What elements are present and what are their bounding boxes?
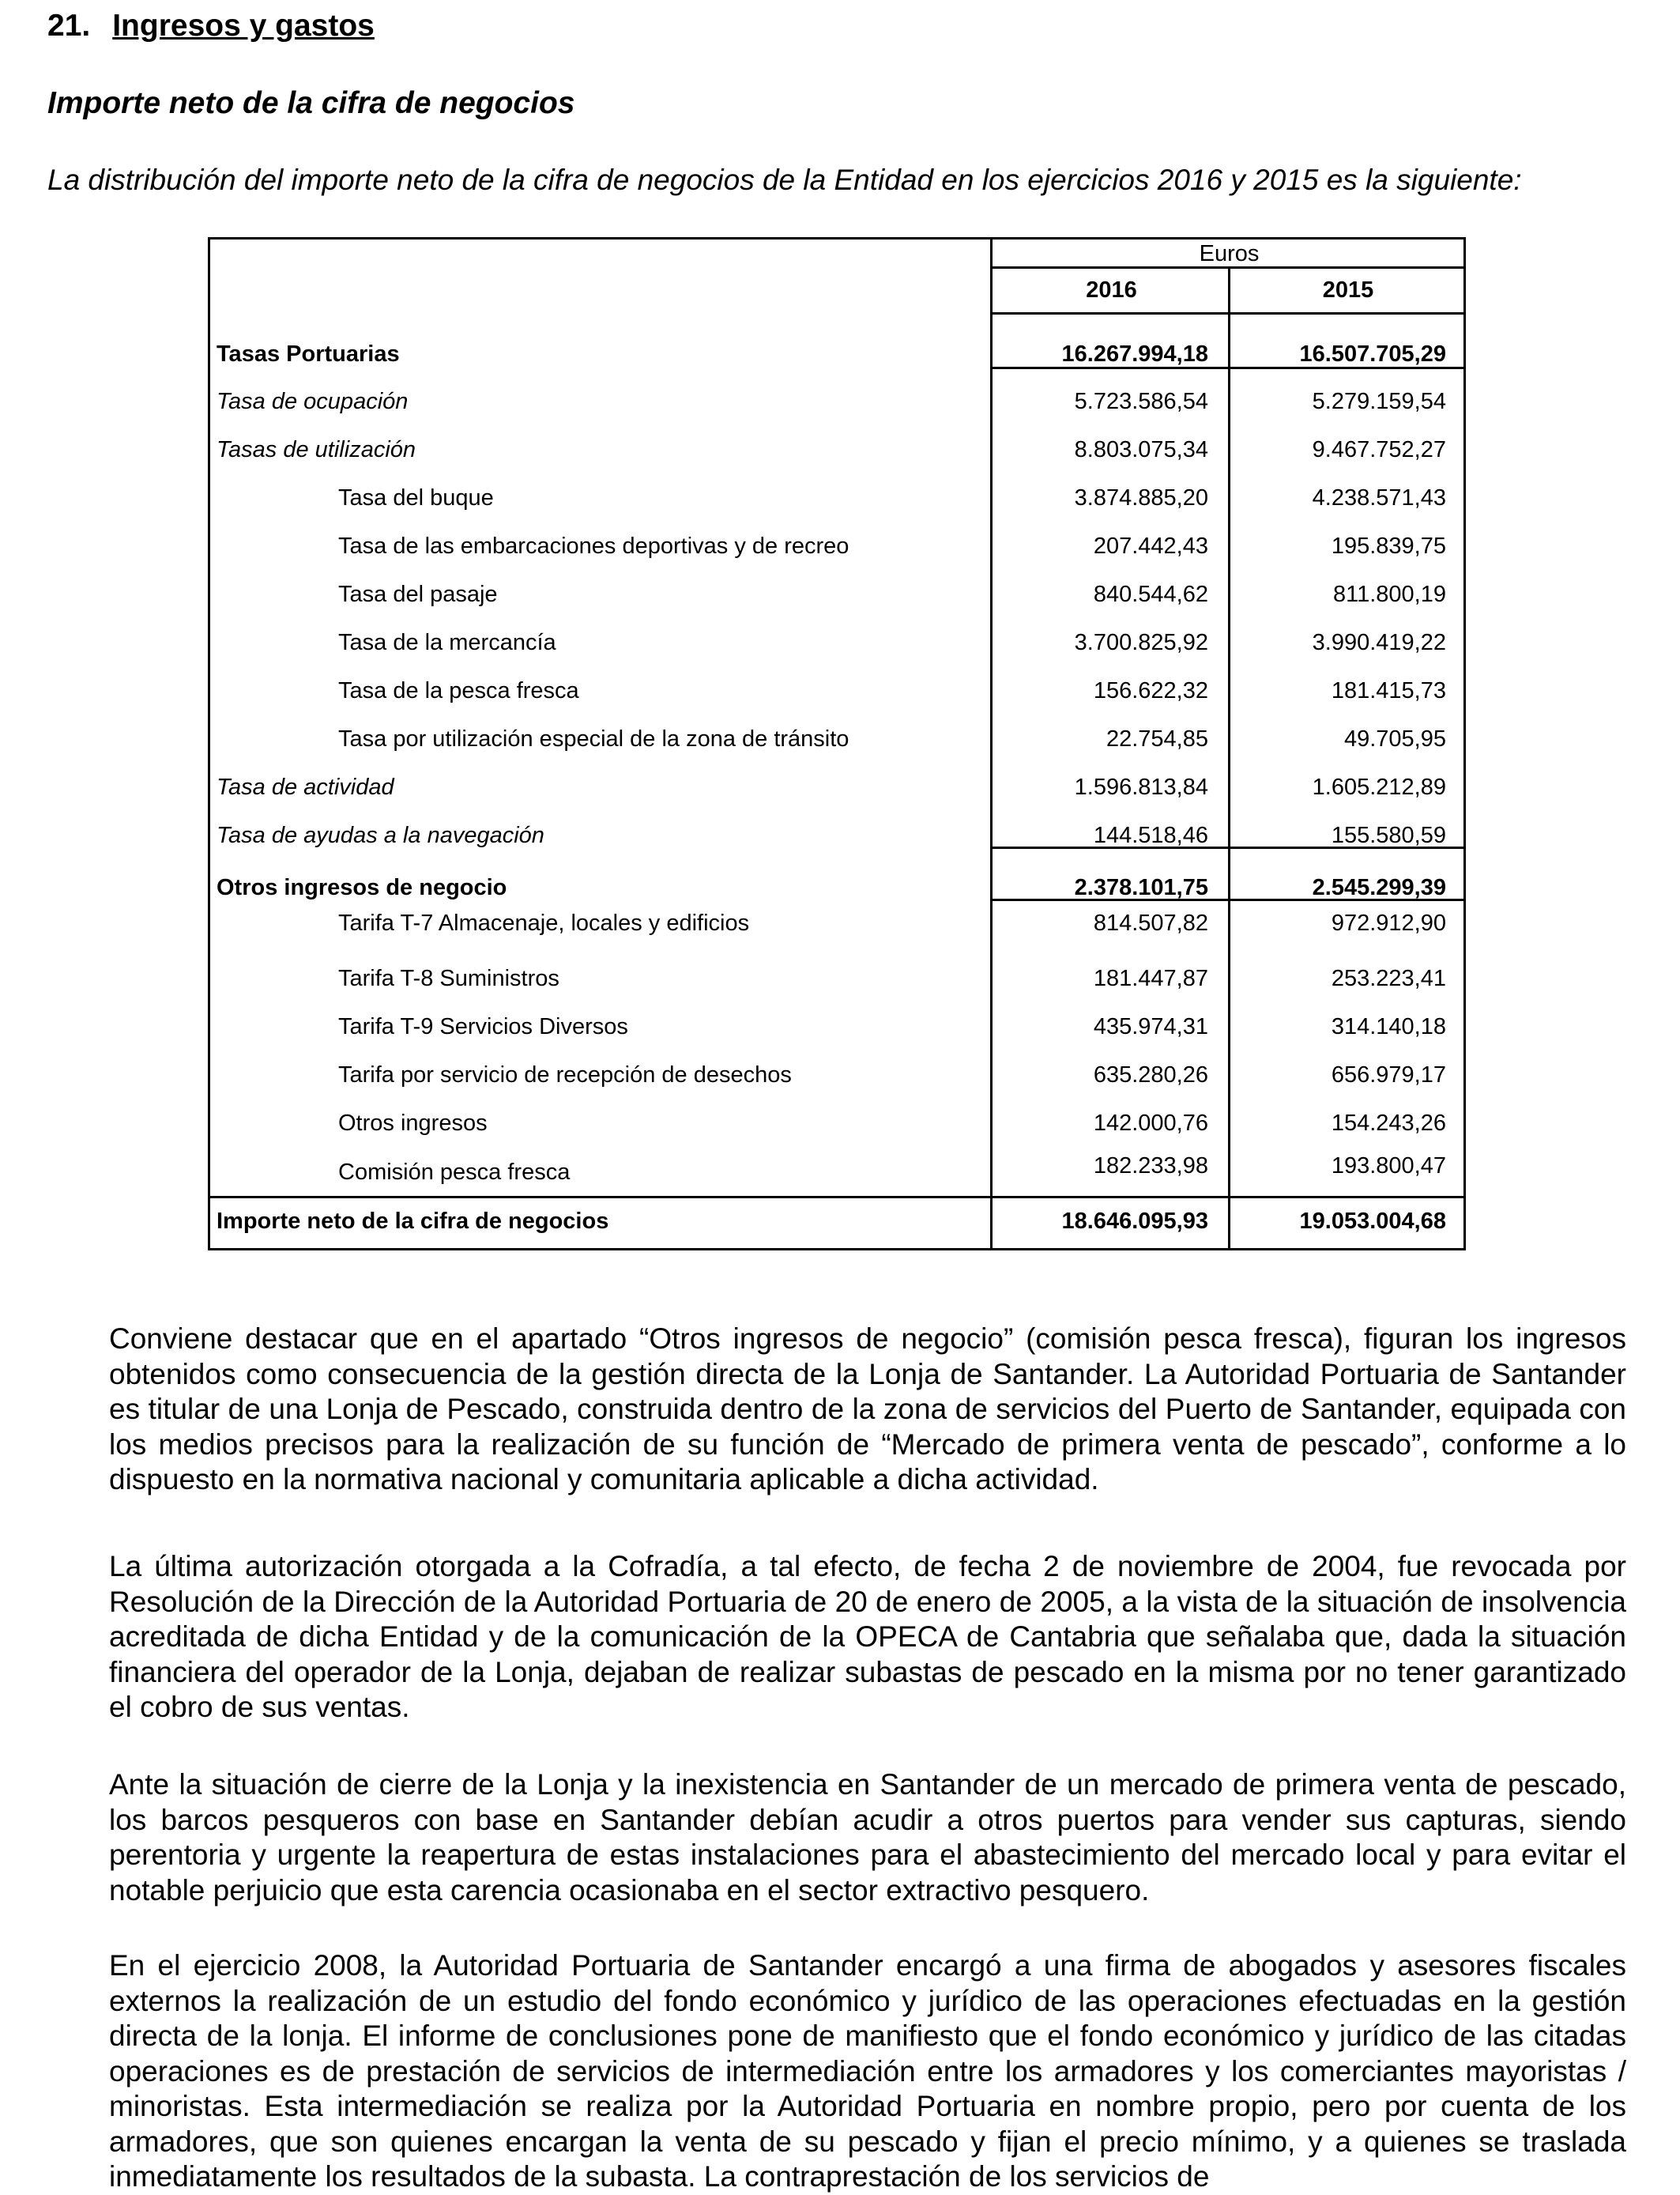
value-2015: 5.279.159,54: [1312, 389, 1446, 414]
subtotal-rule: [990, 847, 1466, 849]
total-row: [210, 1204, 1463, 1239]
table-row: [210, 625, 1463, 660]
table-row: [210, 722, 1463, 756]
value-2016: 1.596.813,84: [1074, 775, 1208, 800]
value-2016: 181.447,87: [1093, 966, 1208, 991]
value-2016: 814.507,82: [1093, 911, 1208, 936]
row-label: Tasa por utilización especial de la zona de tránsito: [338, 726, 849, 752]
table-row: [210, 1009, 1463, 1044]
value-2015: 2.545.299,39: [1312, 875, 1446, 900]
table-row: [210, 961, 1463, 996]
value-2016: 3.874.885,20: [1074, 485, 1208, 511]
row-label: Tasa de las embarcaciones deportivas y de recreo: [338, 534, 849, 559]
value-2016: 635.280,26: [1093, 1062, 1208, 1088]
value-2015: 195.839,75: [1331, 534, 1446, 559]
row-label: Tasa del pasaje: [338, 582, 498, 607]
value-2015: 253.223,41: [1331, 966, 1446, 991]
value-2016: 18.646.095,93: [1061, 1209, 1208, 1234]
value-2015: 4.238.571,43: [1312, 485, 1446, 511]
unit-header: Euros: [990, 239, 1466, 269]
value-2016: 8.803.075,34: [1074, 437, 1208, 462]
value-2016: 144.518,46: [1093, 823, 1208, 848]
value-2015: 314.140,18: [1331, 1014, 1446, 1039]
value-2015: 49.705,95: [1343, 726, 1446, 752]
row-label: Tasa del buque: [338, 485, 494, 511]
row-label: Tarifa T-8 Suministros: [338, 966, 559, 991]
value-2016: 156.622,32: [1093, 678, 1208, 703]
value-2016: 182.233,98: [1093, 1153, 1208, 1179]
value-2016: 16.267.994,18: [1061, 341, 1208, 367]
value-2015: 3.990.419,22: [1312, 630, 1446, 655]
value-2015: 811.800,19: [1333, 582, 1446, 607]
value-2015: 656.979,17: [1331, 1062, 1446, 1088]
row-label: Tarifa T-9 Servicios Diversos: [338, 1014, 628, 1039]
row-label: Tasa de la mercancía: [338, 630, 556, 655]
total-rule: [210, 1196, 1466, 1198]
paragraph: En el ejercicio 2008, la Autoridad Portuaria de Santander encargó a una firma de abogados y asesores fiscales externos la realización de un estudio del fondo económico y jurídico de las operaciones efectuadas en la gestión directa de la lonja. El informe de conclusiones pone de manifiesto que el fondo económico y jurídico de las citadas operaciones es de prestación de servicios de intermediación entre los armadores y los comerciantes mayoristas / minoristas. Esta intermediación se realiza por la Autoridad Portuaria en nombre propio, pero por cuenta de los armadores, que son quienes encargan la venta de su pescado y fijan el precio mínimo, y a quienes se traslada inmediatamente los resultados de la subasta. La contraprestación de los servicios de: [109, 1949, 1626, 2193]
row-label: Tasa de ocupación: [217, 389, 409, 414]
value-2016: 207.442,43: [1093, 534, 1208, 559]
value-2015: 972.912,90: [1331, 911, 1446, 936]
value-2015: 181.415,73: [1331, 678, 1446, 703]
value-2016: 22.754,85: [1106, 726, 1208, 752]
revenue-table: [208, 237, 1466, 1250]
section-number: 21.: [47, 9, 91, 43]
table-row: [210, 1148, 1463, 1183]
intro-text: La distribución del importe neto de la cifra de negocios de la Entidad en los ejercicios 2016 y 2015 es la siguiente:: [47, 164, 1522, 196]
paragraph: Ante la situación de cierre de la Lonja y la inexistencia en Santander de un mercado de primera venta de pescado, los barcos pesqueros con base en Santander debían acudir a otros puertos para vender sus capturas, siendo perentoria y urgente la reapertura de estas instalaciones para el abastecimiento del mercado local y para evitar el notable perjuicio que esta carencia ocasionaba en el sector extractivo pesquero.: [109, 1768, 1626, 1906]
table-row: [210, 906, 1463, 941]
section-title: Ingresos y gastos: [112, 9, 375, 43]
paragraph: Conviene destacar que en el apartado “Otros ingresos de negocio” (comisión pesca fresca), figuran los ingresos obtenidos como consecuencia de la gestión directa de la Lonja de Santander. La Autoridad Portuaria de Santander es titular de una Lonja de Pescado, construida dentro de la zona de servicios del Puerto de Santander, equipada con los medios precisos para la realización de su función de “Mercado de primera venta de pescado”, conforme a lo dispuesto en la normativa nacional y comunitaria aplicable a dicha actividad.: [109, 1322, 1626, 1495]
subsection-title: Importe neto de la cifra de negocios: [47, 86, 575, 120]
row-label: Tarifa por servicio de recepción de desechos: [338, 1062, 792, 1088]
section-heading: [47, 8, 375, 44]
row-label: Tasa de actividad: [217, 775, 394, 800]
value-2015: 16.507.705,29: [1299, 341, 1446, 367]
value-2015: 1.605.212,89: [1312, 775, 1446, 800]
value-2015: 155.580,59: [1331, 823, 1446, 848]
subtotal-rule: [990, 899, 1466, 901]
row-label: Importe neto de la cifra de negocios: [217, 1209, 609, 1234]
row-label: Otros ingresos: [338, 1111, 488, 1136]
subtotal-rule: [990, 367, 1466, 369]
value-2016: 5.723.586,54: [1074, 389, 1208, 414]
table-row: [210, 673, 1463, 708]
value-2016: 142.000,76: [1093, 1111, 1208, 1136]
row-label: Tasas Portuarias: [217, 341, 400, 367]
value-2016: 3.700.825,92: [1074, 630, 1208, 655]
table-row: [210, 577, 1463, 612]
table-row: [210, 384, 1463, 419]
row-label: Tasas de utilización: [217, 437, 416, 462]
value-2015: 9.467.752,27: [1312, 437, 1446, 462]
row-label: Tasa de la pesca fresca: [338, 678, 579, 703]
row-label: Otros ingresos de negocio: [217, 875, 507, 900]
table-row: [210, 432, 1463, 467]
value-2015: 193.800,47: [1331, 1153, 1446, 1179]
table-row: [210, 770, 1463, 805]
value-2016: 840.544,62: [1093, 582, 1208, 607]
row-label: Tasa de ayudas a la navegación: [217, 823, 544, 848]
year-header-2016: 2016: [990, 269, 1230, 315]
year-header-2015: 2015: [1228, 269, 1466, 315]
value-2015: 19.053.004,68: [1299, 1209, 1446, 1234]
table-row: [210, 481, 1463, 515]
value-2016: 435.974,31: [1093, 1014, 1208, 1039]
paragraph: La última autorización otorgada a la Cofradía, a tal efecto, de fecha 2 de noviembre de 2004, fue revocada por Resolución de la Dirección de la Autoridad Portuaria de 20 de enero de 2005, a la vista de la situación de insolvencia acreditada de dicha Entidad y de la comunicación de la OPECA de Cantabria que señalaba que, dada la situación financiera del operador de la Lonja, dejaban de realizar subastas de pescado en la misma por no tener garantizado el cobro de sus ventas.: [109, 1550, 1626, 1723]
value-2016: 2.378.101,75: [1074, 875, 1208, 900]
value-2015: 154.243,26: [1331, 1111, 1446, 1136]
table-row: [210, 1058, 1463, 1092]
table-row: [210, 1106, 1463, 1141]
row-label: Tarifa T-7 Almacenaje, locales y edificios: [338, 911, 750, 936]
table-row: [210, 529, 1463, 564]
row-label: Comisión pesca fresca: [338, 1160, 571, 1185]
